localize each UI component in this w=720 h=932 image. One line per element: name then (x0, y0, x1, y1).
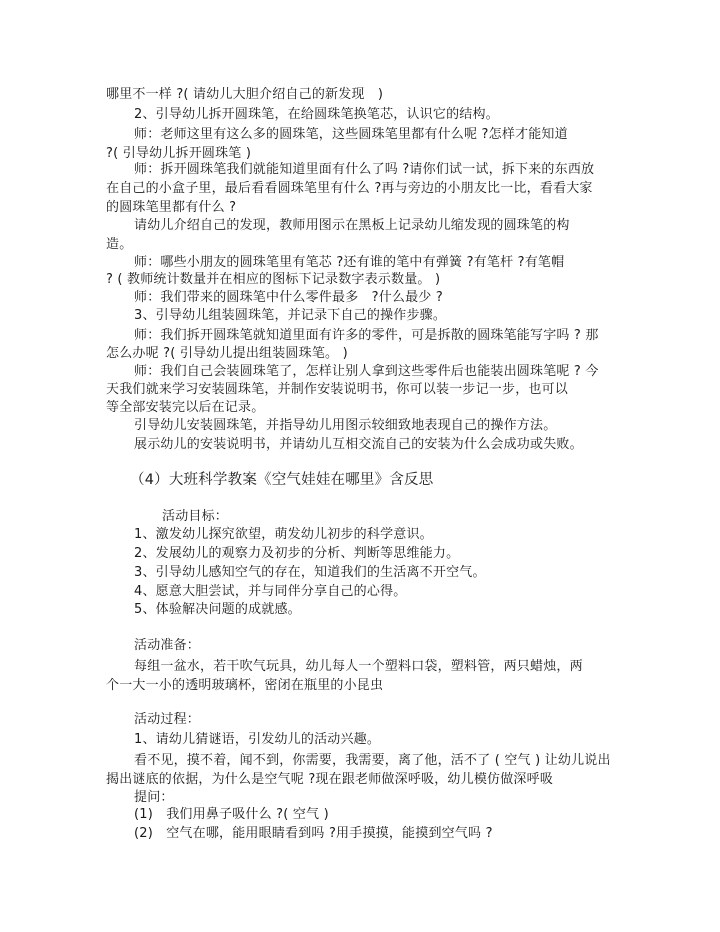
text-line: 个一大一小的透明玻璃杯，密闭在瓶里的小昆虫 (106, 678, 384, 693)
text-line: (1) 我们用鼻子吸什么 ?( 空气 ) (134, 807, 329, 822)
text-line: 揭出谜底的依据，为什么是空气呢 ?现在跟老师做深呼吸，幼儿模仿做深呼吸 (106, 772, 554, 787)
text-line: 师：我们拆开圆珠笔就知道里面有许多的零件，可是拆散的圆珠笔能写字吗 ? 那 (134, 328, 599, 343)
text-line: 活动准备： (134, 638, 201, 653)
text-line: 师：拆开圆珠笔我们就能知道里面有什么了吗 ?请你们试一试，拆下来的东西放 (134, 162, 595, 177)
text-line: 5、体验解决问题的成就感。 (134, 602, 301, 617)
text-line: 活动过程： (134, 712, 201, 727)
text-line: 1、激发幼儿探究欲望，萌发幼儿初步的科学意识。 (134, 527, 433, 542)
text-line: (2) 空气在哪，能用眼睛看到吗 ?用手摸摸，能摸到空气吗 ? (134, 826, 493, 841)
text-line: 等全部安装完以后在记录。 (106, 400, 265, 415)
text-line: 怎么办呢 ?( 引导幼儿提出组装圆珠笔。 ) (106, 346, 348, 361)
text-line: 2、引导幼儿拆开圆珠笔，在给圆珠笔换笔芯，认识它的结构。 (134, 107, 499, 122)
text-line: 提问： (134, 790, 174, 805)
text-line: ? ( 教师统计数量并在相应的图标下记录数字表示数量。 ) (106, 272, 441, 287)
text-line: 师：老师这里有这么多的圆珠笔，这些圆珠笔里都有什么呢 ?怎样才能知道 (134, 127, 568, 142)
text-line: 展示幼儿的安装说明书，并请幼儿互相交流自己的安装为什么会成功或失败。 (134, 437, 583, 452)
text-line: 每组一盆水，若干吹气玩具，幼儿每人一个塑料口袋，塑料管，两只蜡烛，两 (134, 659, 583, 674)
text-line: 引导幼儿安装圆珠笔，并指导幼儿用图示较细致地表现自己的操作方法。 (134, 418, 557, 433)
section-heading: （4）大班科学教案《空气娃娃在哪里》含反思 (130, 472, 434, 488)
text-line: ?( 引导幼儿拆开圆珠笔 ) (106, 146, 252, 161)
text-line: 3、引导幼儿感知空气的存在，知道我们的生活离不开空气。 (134, 565, 486, 580)
text-line: 的圆珠笔里都有什么 ? (106, 200, 237, 215)
text-line: 师：我们自己会装圆珠笔了，怎样让别人拿到这些零件后也能装出圆珠笔呢 ? 今 (134, 364, 599, 379)
text-line: 1、请幼儿猜谜语，引发幼儿的活动兴趣。 (134, 732, 381, 747)
text-line: 请幼儿介绍自己的发现，教师用图示在黑板上记录幼儿缩发现的圆珠笔的构 (134, 218, 570, 233)
text-line: 在自己的小盒子里，最后看看圆珠笔里有什么 ?再与旁边的小朋友比一比，看看大家 (106, 181, 593, 196)
text-line: 师：哪些小朋友的圆珠笔里有笔芯 ?还有谁的笔中有弹簧 ?有笔杆 ?有笔帽 (134, 255, 565, 270)
text-line: 3、引导幼儿组装圆珠笔，并记录下自己的操作步骤。 (134, 308, 447, 323)
text-line: 哪里不一样 ?( 请幼儿大胆介绍自己的新发现 ) (106, 87, 384, 102)
text-line: 看不见，摸不着，闻不到，你需要，我需要，离了他，活不了 ( 空气 ) 让幼儿说出 (134, 753, 611, 768)
text-line: 活动目标： (162, 509, 229, 524)
text-line: 2、发展幼儿的观察力及初步的分析、判断等思维能力。 (134, 546, 460, 561)
text-line: 4、愿意大胆尝试，并与同伴分享自己的心得。 (134, 584, 407, 599)
text-line: 师：我们带来的圆珠笔中什么零件最多 ?什么最少 ? (134, 290, 443, 305)
text-line: 天我们就来学习安装圆珠笔，并制作安装说明书，你可以装一步记一步，也可以 (106, 382, 569, 397)
text-line: 造。 (106, 237, 133, 252)
